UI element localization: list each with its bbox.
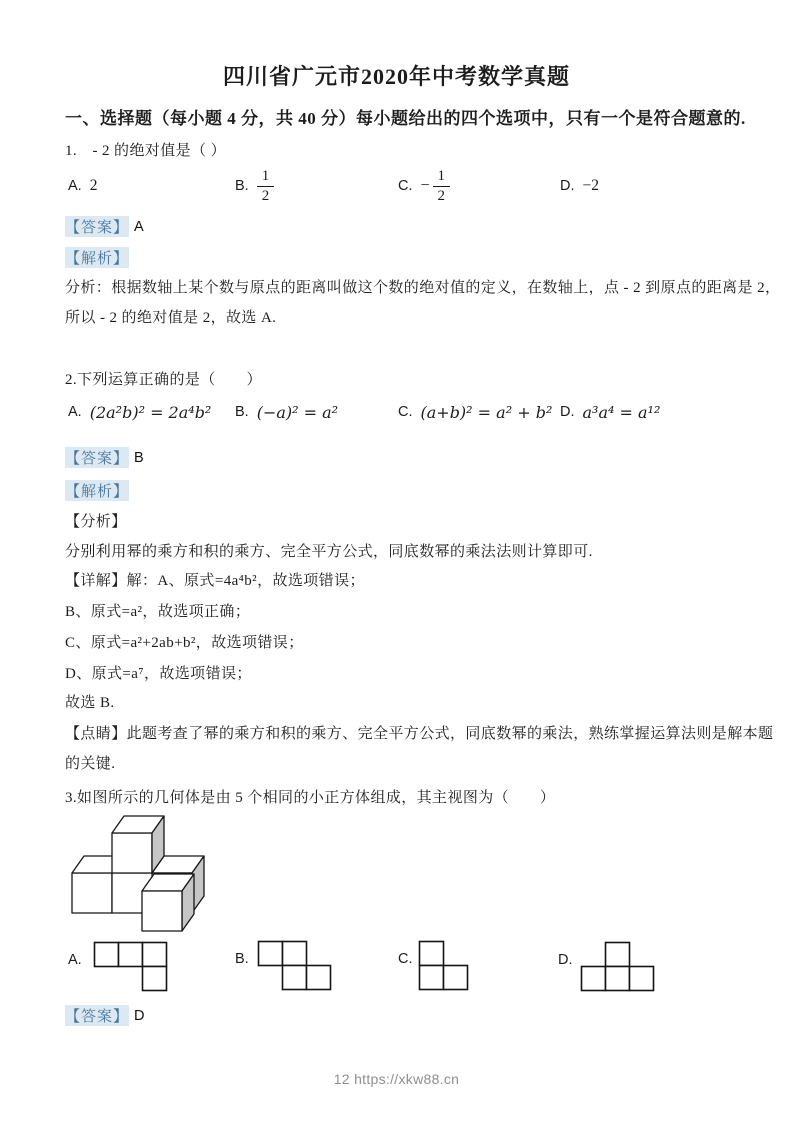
q1-option-b [235, 160, 274, 212]
q1-option-c [398, 160, 450, 212]
answer-letter: A [134, 218, 144, 235]
option-value: 2 [89, 177, 98, 194]
q2-detail-line: D、原式=a⁷，故选项错误； [65, 666, 252, 682]
option-letter: C. [398, 178, 413, 194]
answer-tag: 【答案】 [65, 447, 129, 468]
q2-detail-line: 故选 B. [65, 695, 115, 711]
option-letter: A. [68, 404, 82, 420]
option-value: −2 [582, 177, 599, 194]
jiexi-tag: 【解析】 [65, 480, 129, 501]
q2-option-d [560, 395, 660, 429]
section-heading: 一、选择题（每小题 4 分，共 40 分）每小题给出的四个选项中，只有一个是符合题意的. [65, 109, 746, 128]
fraction [257, 167, 275, 206]
q1-analysis-line: 分析：根据数轴上某个数与原点的距离叫做这个数的绝对值的定义，在数轴上，点 - 2 到原点的距离是 2， [65, 280, 781, 296]
q2-fenxi-tag: 【分析】 [65, 514, 127, 530]
q3-stem: 3.如图所示的几何体是由 5 个相同的小正方体组成，其主视图为（ ） [65, 790, 556, 806]
q1-analysis-line: 所以 - 2 的绝对值是 2，故选 A. [65, 310, 277, 326]
q2-options [0, 395, 793, 429]
q1-answer-line [65, 216, 144, 237]
q3-option-b-letter: B. [235, 951, 249, 967]
fraction-denominator: 2 [261, 187, 270, 204]
q2-dianjing-line: 的关键. [65, 756, 116, 772]
q3-option-c-grid [418, 940, 469, 996]
q3-option-d-letter: D. [558, 952, 573, 968]
q2-answer-line [65, 447, 144, 468]
fraction-numerator: 1 [433, 167, 451, 187]
q3-answer-line [65, 1005, 145, 1026]
q1-options [0, 160, 793, 212]
q2-option-b [235, 395, 338, 429]
option-letter: B. [235, 178, 249, 194]
q3-option-d-grid [580, 941, 655, 997]
q2-detail-line: 【详解】解：A、原式=4a⁴b²，故选项错误； [65, 573, 365, 589]
cube-figure [67, 811, 209, 937]
q1-option-a [68, 160, 97, 212]
answer-letter: D [134, 1007, 145, 1024]
page-title: 四川省广元市2020年中考数学真题 [222, 64, 570, 89]
option-formula: (a+b)² = a² + b² [420, 402, 553, 422]
fraction [433, 167, 451, 206]
fraction-denominator: 2 [437, 187, 446, 204]
option-letter: B. [235, 404, 249, 420]
answer-tag: 【答案】 [65, 1005, 129, 1026]
option-letter: D. [560, 404, 575, 420]
option-formula: (2a²b)² = 2a⁴b² [89, 402, 212, 422]
option-formula: a³a⁴ = a¹² [582, 402, 661, 422]
q2-stem: 2.下列运算正确的是（ ） [65, 372, 262, 388]
option-letter: A. [68, 178, 82, 194]
jiexi-tag: 【解析】 [65, 247, 129, 268]
footer-watermark-link[interactable]: 12 https://xkw88.cn [333, 1071, 460, 1087]
q3-option-b-grid [257, 940, 332, 996]
answer-letter: B [134, 449, 144, 466]
q2-dianjing-line: 【点睛】此题考查了幂的乘方和积的乘方、完全平方公式，同底数幂的乘法，熟练掌握运算法则是解本题 [65, 726, 774, 742]
q1-stem: 1. - 2 的绝对值是（ ） [65, 143, 226, 159]
q2-detail-line: B、原式=a²，故选项正确； [65, 604, 251, 620]
q3-option-a-grid [93, 941, 168, 997]
option-letter: D. [560, 178, 575, 194]
q2-fenxi-text: 分别利用幂的乘方和积的乘方、完全平方公式，同底数幂的乘法法则计算即可. [65, 544, 593, 560]
q2-option-c [398, 395, 552, 429]
q2-detail-line: C、原式=a²+2ab+b²，故选项错误； [65, 635, 304, 651]
option-formula: (−a)² = a² [256, 402, 339, 422]
fraction-numerator: 1 [257, 167, 275, 187]
q3-option-c-letter: C. [398, 951, 413, 967]
q1-option-d [560, 160, 599, 212]
q2-option-a [68, 395, 211, 429]
option-letter: C. [398, 404, 413, 420]
q3-option-a-letter: A. [68, 952, 82, 968]
answer-tag: 【答案】 [65, 216, 129, 237]
q1-jiexi-line [65, 247, 129, 268]
q2-jiexi-line [65, 480, 129, 501]
minus-sign: − [420, 177, 430, 194]
